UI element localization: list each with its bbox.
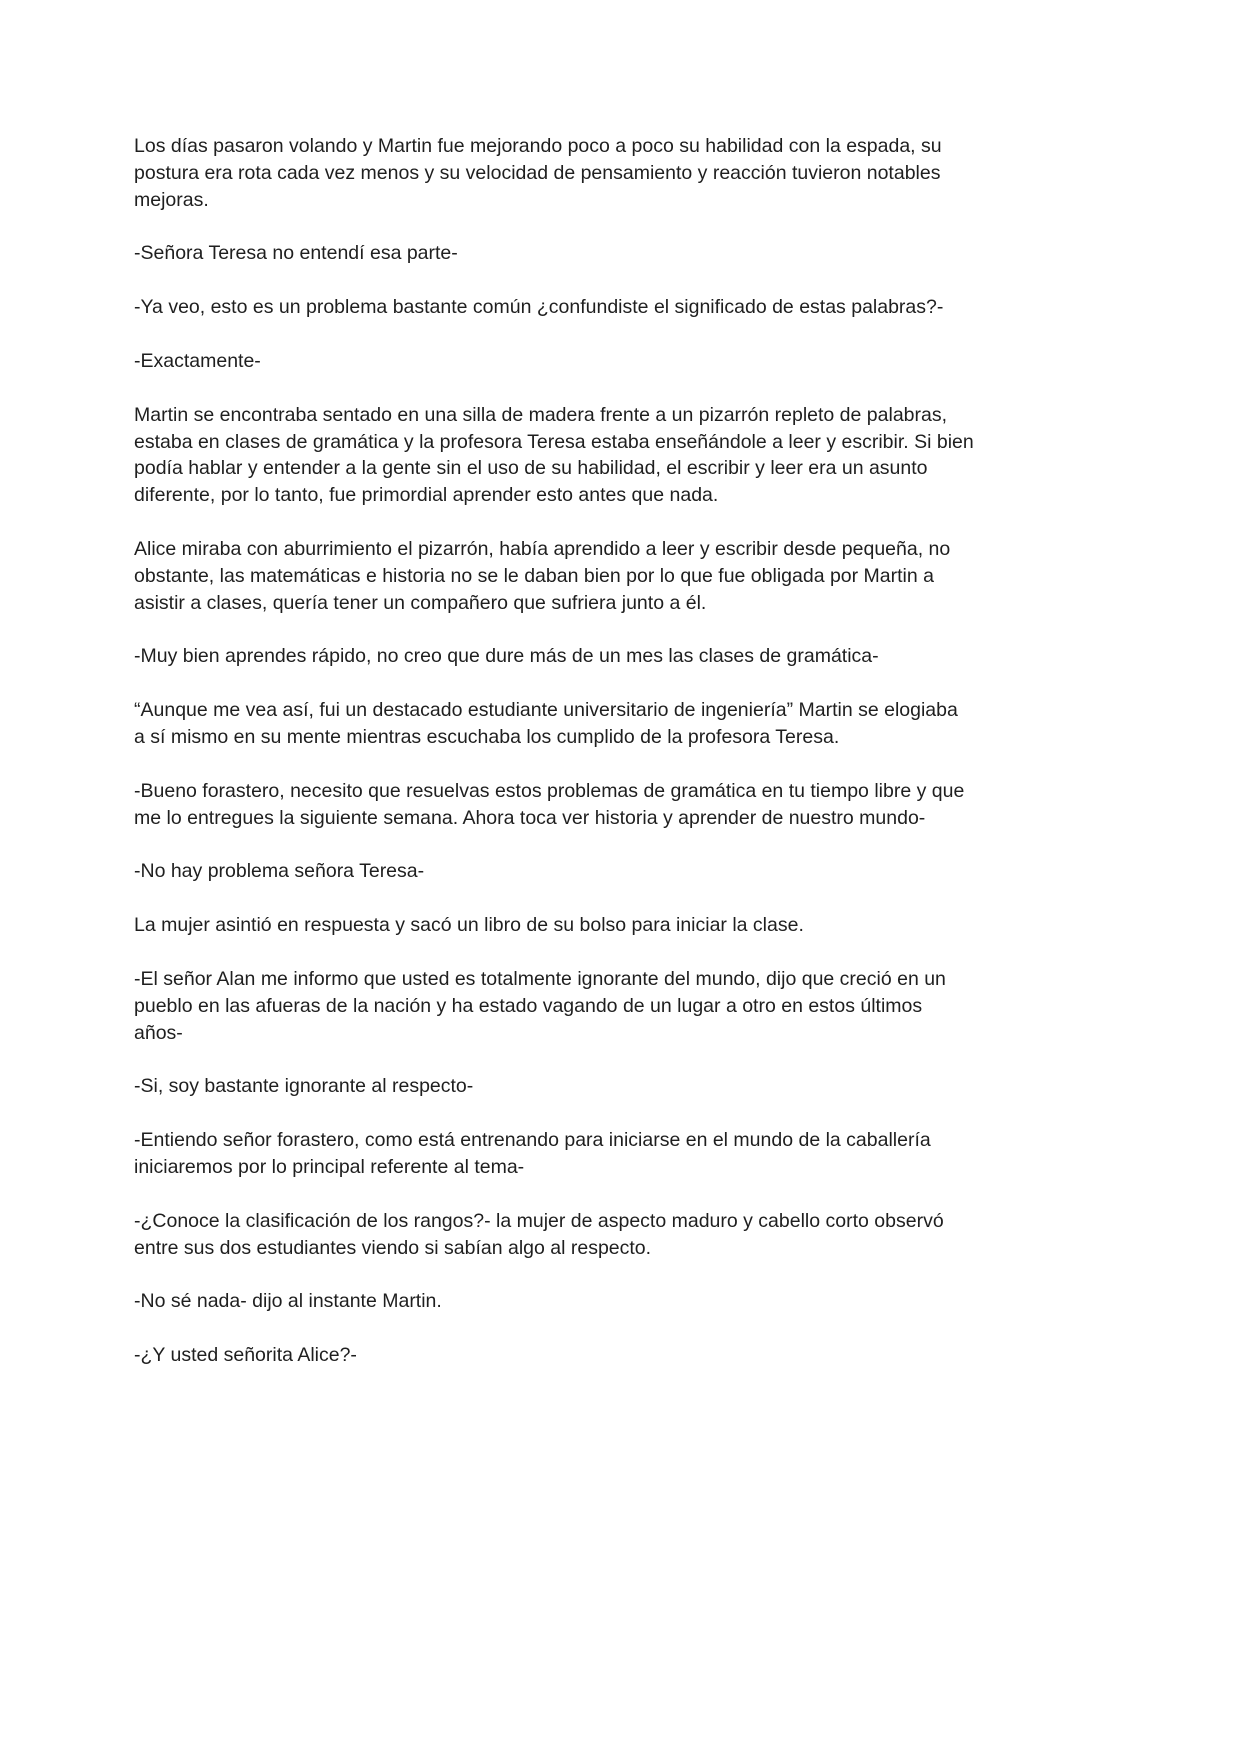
paragraph: -Entiendo señor forastero, como está entrenando para iniciarse en el mundo de la caballería iniciaremos por lo principal referente al tema- <box>134 1129 931 1178</box>
paragraph: -Bueno forastero, necesito que resuelvas estos problemas de gramática en tu tiempo libre y que me lo entregues la siguiente semana. Ahora toca ver historia y aprender de nuestro mundo- <box>134 779 965 829</box>
paragraph: -El señor Alan me informo que usted es totalmente ignorante del mundo, dijo que creció en un pueblo en las afueras de la nación y ha estado vagando de un lugar a otro en estos últimos años- <box>134 967 946 1044</box>
paragraph: -¿Y usted señorita Alice?- <box>134 1344 357 1367</box>
paragraph: -No sé nada- dijo al instante Martin. <box>134 1290 442 1313</box>
paragraph: -¿Conoce la clasificación de los rangos?- la mujer de aspecto maduro y cabello corto observó entre sus dos estudiantes viendo si sabían algo al respecto. <box>134 1209 944 1259</box>
paragraph: -No hay problema señora Teresa- <box>134 860 425 883</box>
paragraph: -Ya veo, esto es un problema bastante común ¿confundiste el significado de estas palabras?- <box>134 296 944 319</box>
paragraph: -Señora Teresa no entendí esa parte- <box>134 242 458 265</box>
paragraph: -Muy bien aprendes rápido, no creo que dure más de un mes las clases de gramática- <box>134 645 879 668</box>
paragraph: “Aunque me vea así, fui un destacado estudiante universitario de ingeniería” Martin se elogiaba a sí mismo en su mente mientras escuchaba los cumplido de la profesora Teresa. <box>134 699 958 748</box>
paragraph: -Si, soy bastante ignorante al respecto- <box>134 1075 474 1098</box>
paragraph: Martin se encontraba sentado en una silla de madera frente a un pizarrón repleto de palabras, estaba en clases de gramática y la profesora Teresa estaba enseñándole a leer y escribir. Si bien podía hablar y entender a la gente sin el uso de su habilidad, el escribir y leer era un asunto diferente, por lo tanto, fue primordial aprender esto antes que nada. <box>134 403 974 507</box>
paragraph: La mujer asintió en respuesta y sacó un libro de su bolso para iniciar la clase. <box>134 914 804 937</box>
document-body <box>134 133 974 1396</box>
paragraph: Los días pasaron volando y Martin fue mejorando poco a poco su habilidad con la espada, su postura era rota cada vez menos y su velocidad de pensamiento y reacción tuvieron notables mejoras. <box>134 135 942 211</box>
paragraph: Alice miraba con aburrimiento el pizarrón, había aprendido a leer y escribir desde pequeña, no obstante, las matemáticas e historia no se le daban bien por lo que fue obligada por Martin a asistir a clases, quería tener un compañero que sufriera junto a él. <box>134 537 951 614</box>
paragraph: -Exactamente- <box>134 349 261 372</box>
